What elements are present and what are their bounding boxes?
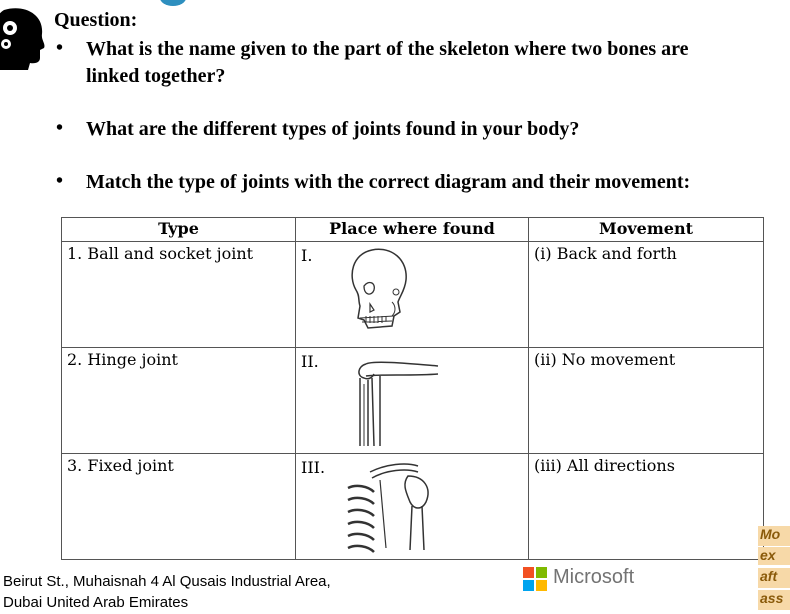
decorative-dot [160, 0, 186, 6]
header-movement: Movement [529, 218, 764, 242]
place-cell [296, 454, 529, 560]
movement-cell: (iii) All directions [529, 454, 764, 560]
type-cell: 1. Ball and socket joint [62, 242, 296, 348]
microsoft-logo-icon [523, 567, 547, 591]
question-1-line1: What is the name given to the part of the skeleton where two bones are [86, 38, 689, 60]
place-label: I. [301, 246, 313, 265]
table-header-row [62, 218, 764, 242]
head-gears-icon [0, 6, 50, 70]
microsoft-brand[interactable]: Microsoft [553, 566, 635, 588]
question-3: Match the type of joints with the correct diagram and their movement: [86, 171, 691, 193]
header-place: Place where found [296, 218, 529, 242]
bullet-1: • [56, 37, 64, 59]
bullet-2: • [56, 117, 64, 139]
question-1 [86, 36, 689, 90]
type-cell: 3. Fixed joint [62, 454, 296, 560]
header-type: Type [62, 218, 296, 242]
elbow-joint-icon [354, 358, 444, 448]
side-note-4[interactable]: ass [758, 590, 790, 610]
question-title: Question: [54, 9, 138, 31]
movement-cell: (i) Back and forth [529, 242, 764, 348]
side-note-1[interactable]: Mo [758, 526, 790, 546]
movement-cell: (ii) No movement [529, 348, 764, 454]
place-label: II. [301, 352, 319, 371]
address-line-2: Dubai United Arab Emirates [3, 594, 189, 611]
place-cell [296, 348, 529, 454]
question-1-line2: linked together? [86, 65, 226, 87]
shoulder-joint-icon [346, 458, 436, 554]
table-row [62, 454, 764, 560]
place-label: III. [301, 458, 326, 477]
side-note-3[interactable]: aft [758, 568, 790, 588]
skull-icon [348, 246, 410, 338]
side-note-2[interactable]: ex [758, 547, 790, 565]
type-cell: 2. Hinge joint [62, 348, 296, 454]
table-row [62, 348, 764, 454]
question-2: What are the different types of joints found in your body? [86, 118, 580, 140]
joints-table [61, 217, 764, 560]
bullet-3: • [56, 170, 64, 192]
place-cell [296, 242, 529, 348]
table-row [62, 242, 764, 348]
address-line-1: Beirut St., Muhaisnah 4 Al Qusais Industrial Area, [3, 573, 331, 590]
